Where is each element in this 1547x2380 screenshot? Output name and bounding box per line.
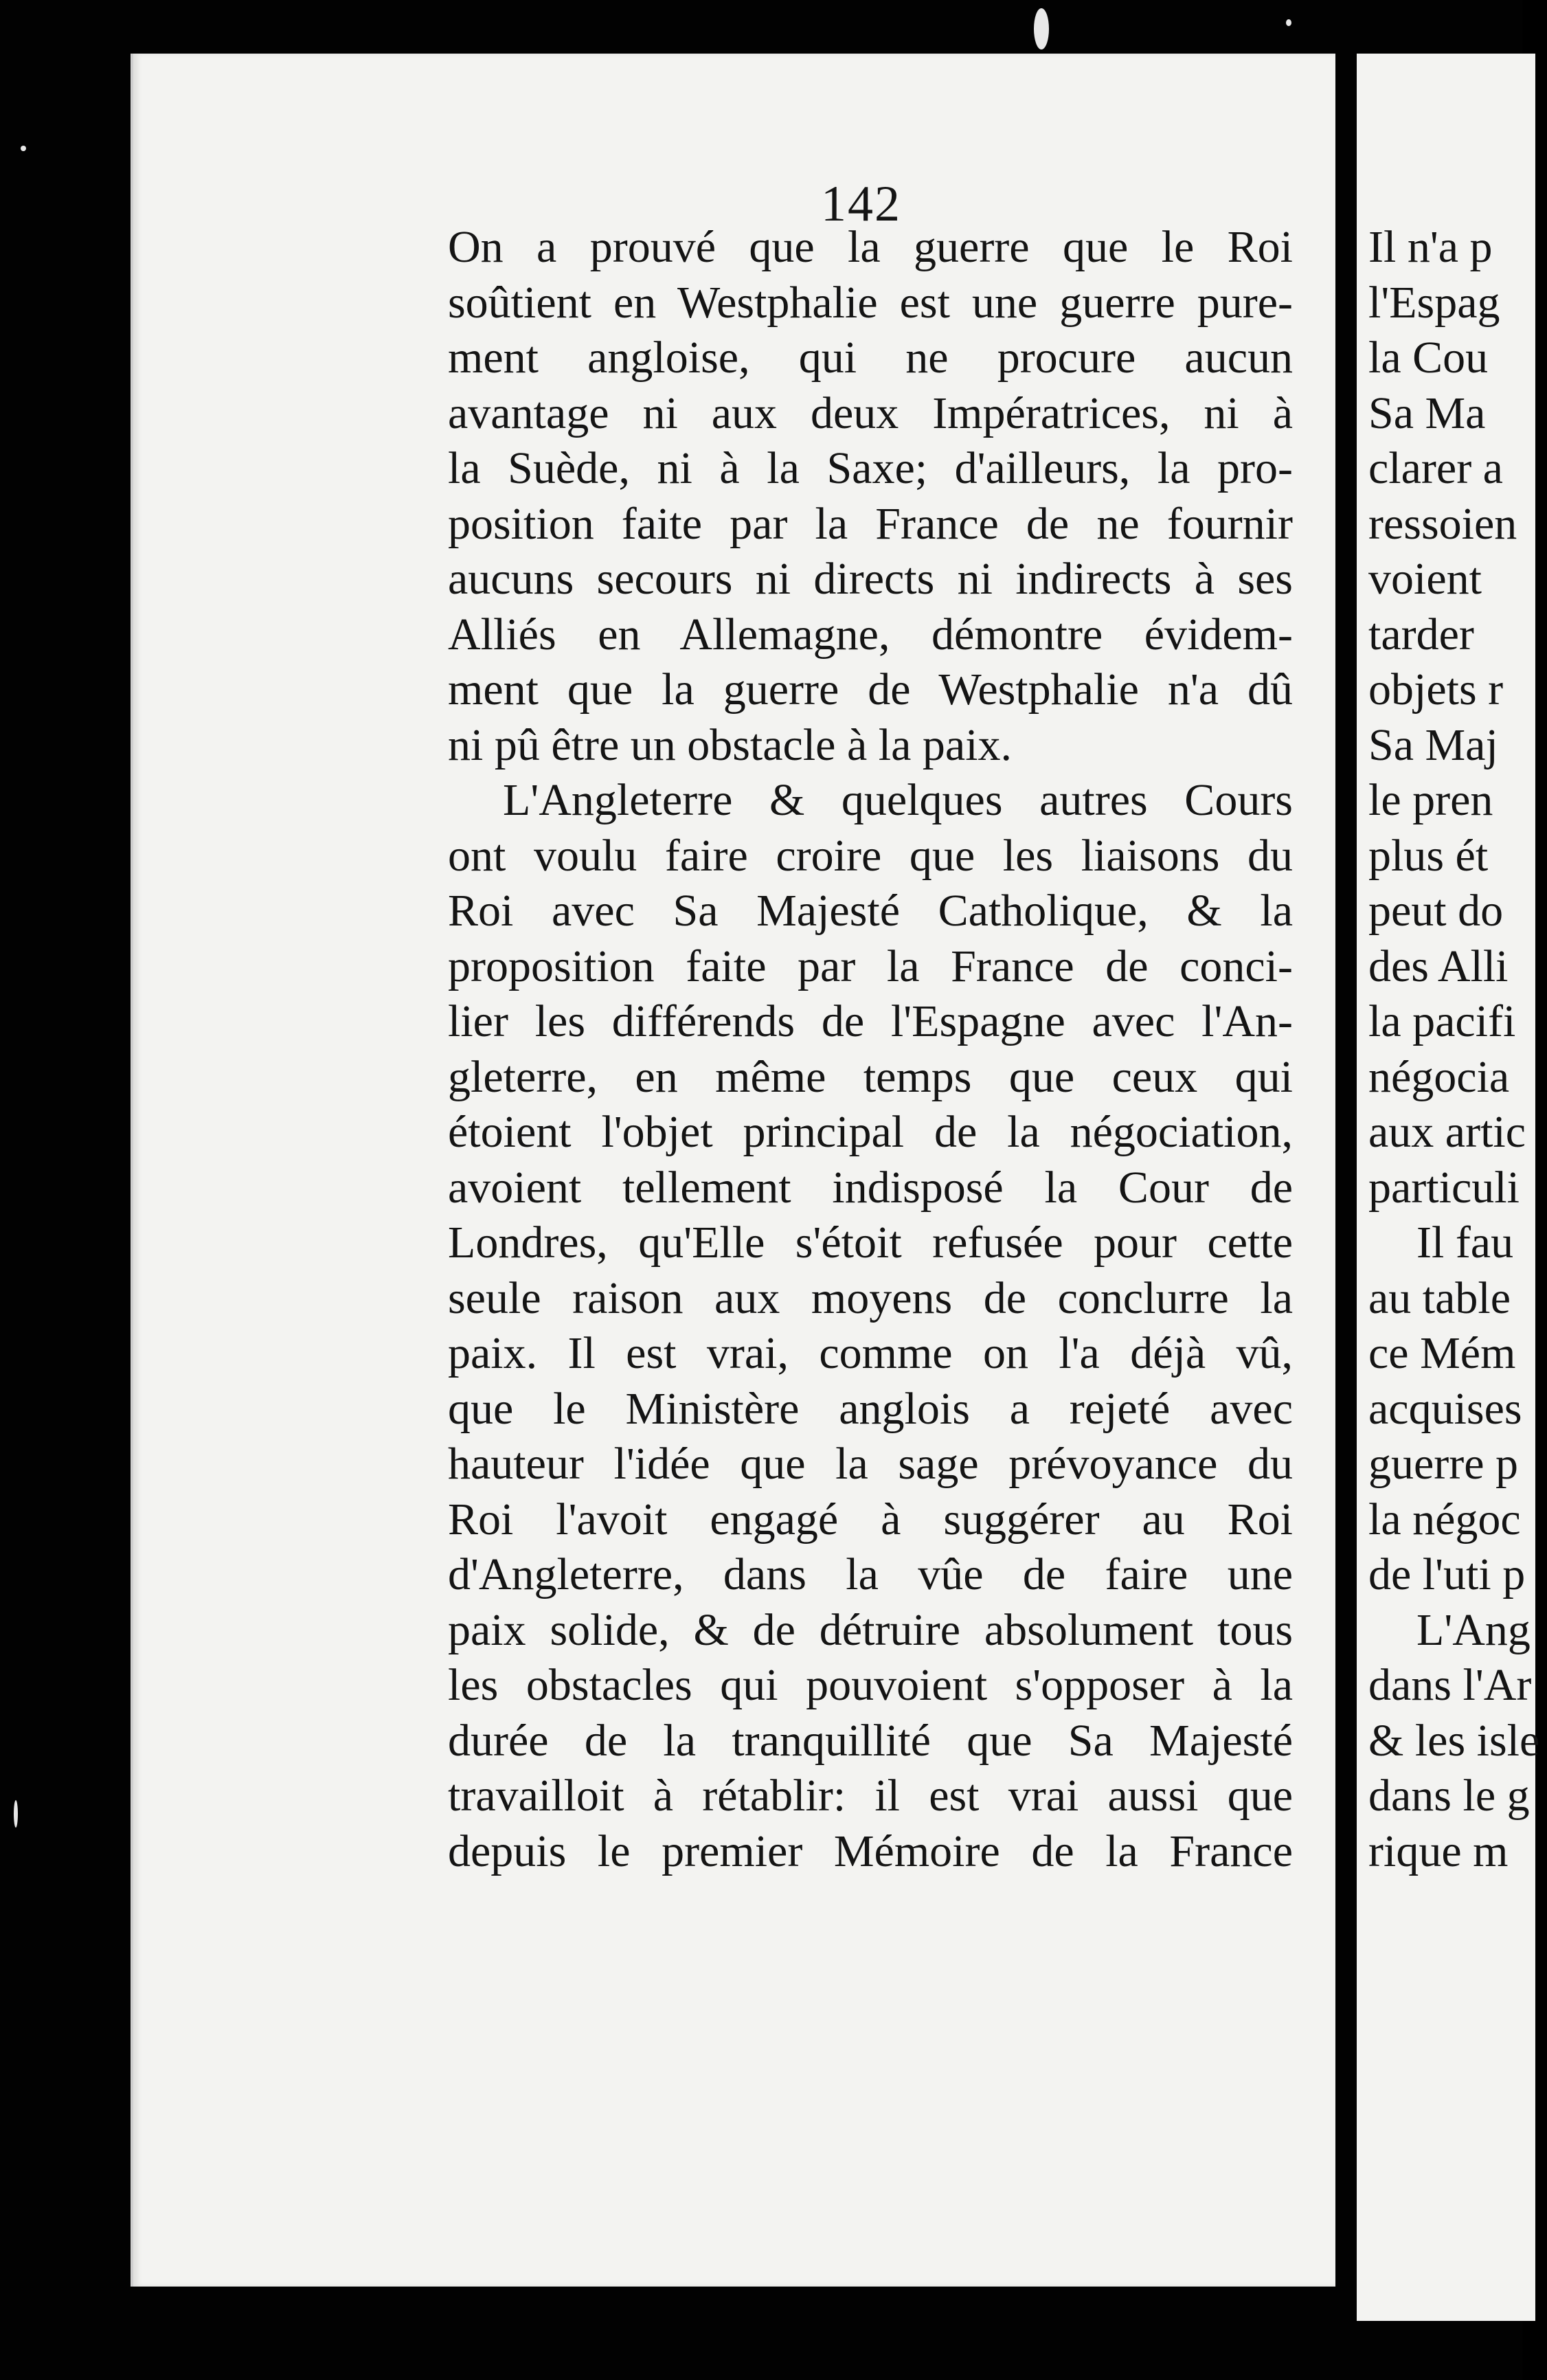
text-line: Il n'a p bbox=[1368, 222, 1493, 272]
right-page-text bbox=[1368, 220, 1547, 1879]
text-line: que le Ministère anglois a rejeté avec bbox=[448, 1383, 1293, 1434]
text-line: d'Angleterre, dans la vûe de faire une bbox=[448, 1549, 1293, 1599]
text-line: proposition faite par la France de conci- bbox=[448, 941, 1293, 991]
scan-speck bbox=[14, 1800, 18, 1828]
text-line: de l'uti p bbox=[1368, 1549, 1526, 1599]
text-line: Il fau bbox=[1416, 1217, 1514, 1268]
text-line: ce Mém bbox=[1368, 1328, 1516, 1378]
text-line: la négoc bbox=[1368, 1494, 1521, 1545]
text-line: ment que la guerre de Westphalie n'a dû bbox=[448, 664, 1293, 715]
text-line: dans l'Ar bbox=[1368, 1660, 1532, 1710]
text-line: lier les différends de l'Espagne avec l'An- bbox=[448, 996, 1293, 1046]
text-line: des Alli bbox=[1368, 941, 1509, 991]
text-line: aux artic bbox=[1368, 1107, 1526, 1157]
text-line: les obstacles qui pouvoient s'opposer à la bbox=[448, 1660, 1293, 1710]
text-line: Sa Maj bbox=[1368, 719, 1498, 770]
text-line: la pacifi bbox=[1368, 996, 1516, 1046]
text-line: durée de la tranquillité que Sa Majesté bbox=[448, 1715, 1293, 1766]
text-line: particuli bbox=[1368, 1162, 1520, 1213]
left-page-text bbox=[448, 220, 1293, 1879]
text-line: clarer a bbox=[1368, 443, 1503, 493]
text-line: avoient tellement indisposé la Cour de bbox=[448, 1162, 1293, 1213]
text-line: depuis le premier Mémoire de la France bbox=[448, 1826, 1293, 1876]
page-number: 142 bbox=[821, 176, 901, 232]
text-line: avantage ni aux deux Impératrices, ni à bbox=[448, 388, 1293, 438]
text-line: Alliés en Allemagne, démontre évidem- bbox=[448, 609, 1293, 660]
text-line: gleterre, en même temps que ceux qui bbox=[448, 1051, 1293, 1102]
text-line: ont voulu faire croire que les liaisons du bbox=[448, 830, 1293, 881]
text-line: le pren bbox=[1368, 775, 1493, 825]
scan-speck bbox=[1286, 19, 1291, 26]
text-line: seule raison aux moyens de conclurre la bbox=[448, 1272, 1293, 1323]
text-line: ressoien bbox=[1368, 498, 1517, 549]
text-line: tarder bbox=[1368, 609, 1474, 660]
scan-speck bbox=[1034, 8, 1049, 49]
text-line: L'Angleterre & quelques autres Cours bbox=[503, 775, 1293, 825]
text-line: paix. Il est vrai, comme on l'a déjà vû, bbox=[448, 1328, 1293, 1378]
text-line: la Suède, ni à la Saxe; d'ailleurs, la pro- bbox=[448, 443, 1293, 493]
text-line: peut do bbox=[1368, 886, 1504, 936]
text-line: paix solide, & de détruire absolument tous bbox=[448, 1604, 1293, 1655]
text-line: Sa Ma bbox=[1368, 388, 1486, 438]
text-line: ment angloise, qui ne procure aucun bbox=[448, 333, 1293, 383]
text-line: L'Ang bbox=[1416, 1604, 1531, 1655]
text-line: & les isle bbox=[1368, 1715, 1540, 1766]
text-line: plus ét bbox=[1368, 830, 1489, 881]
text-line: au table bbox=[1368, 1272, 1511, 1323]
text-line: Londres, qu'Elle s'étoit refusée pour cette bbox=[448, 1217, 1293, 1268]
text-line: dans le g bbox=[1368, 1771, 1530, 1821]
text-line: Roi l'avoit engagé à suggérer au Roi bbox=[448, 1494, 1293, 1545]
text-line: la Cou bbox=[1368, 333, 1489, 383]
text-line: l'Espag bbox=[1368, 277, 1500, 328]
text-line: hauteur l'idée que la sage prévoyance du bbox=[448, 1439, 1293, 1489]
text-line: voient bbox=[1368, 554, 1482, 604]
scan-speck bbox=[21, 146, 26, 151]
text-line: position faite par la France de ne fournir bbox=[448, 498, 1293, 549]
text-line: soûtient en Westphalie est une guerre pure- bbox=[448, 277, 1293, 328]
text-line: On a prouvé que la guerre que le Roi bbox=[448, 222, 1293, 272]
text-line: objets r bbox=[1368, 664, 1504, 715]
text-line: Roi avec Sa Majesté Catholique, & la bbox=[448, 886, 1293, 936]
text-line: aucuns secours ni directs ni indirects à ses bbox=[448, 554, 1293, 604]
text-line: guerre p bbox=[1368, 1439, 1519, 1489]
text-line: travailloit à rétablir: il est vrai aussi que bbox=[448, 1771, 1293, 1821]
text-line: négocia bbox=[1368, 1051, 1510, 1102]
text-line: étoient l'objet principal de la négociation, bbox=[448, 1107, 1293, 1157]
text-line: ni pû être un obstacle à la paix. bbox=[448, 719, 1013, 770]
text-line: rique m bbox=[1368, 1826, 1509, 1876]
text-line: acquises bbox=[1368, 1383, 1522, 1434]
